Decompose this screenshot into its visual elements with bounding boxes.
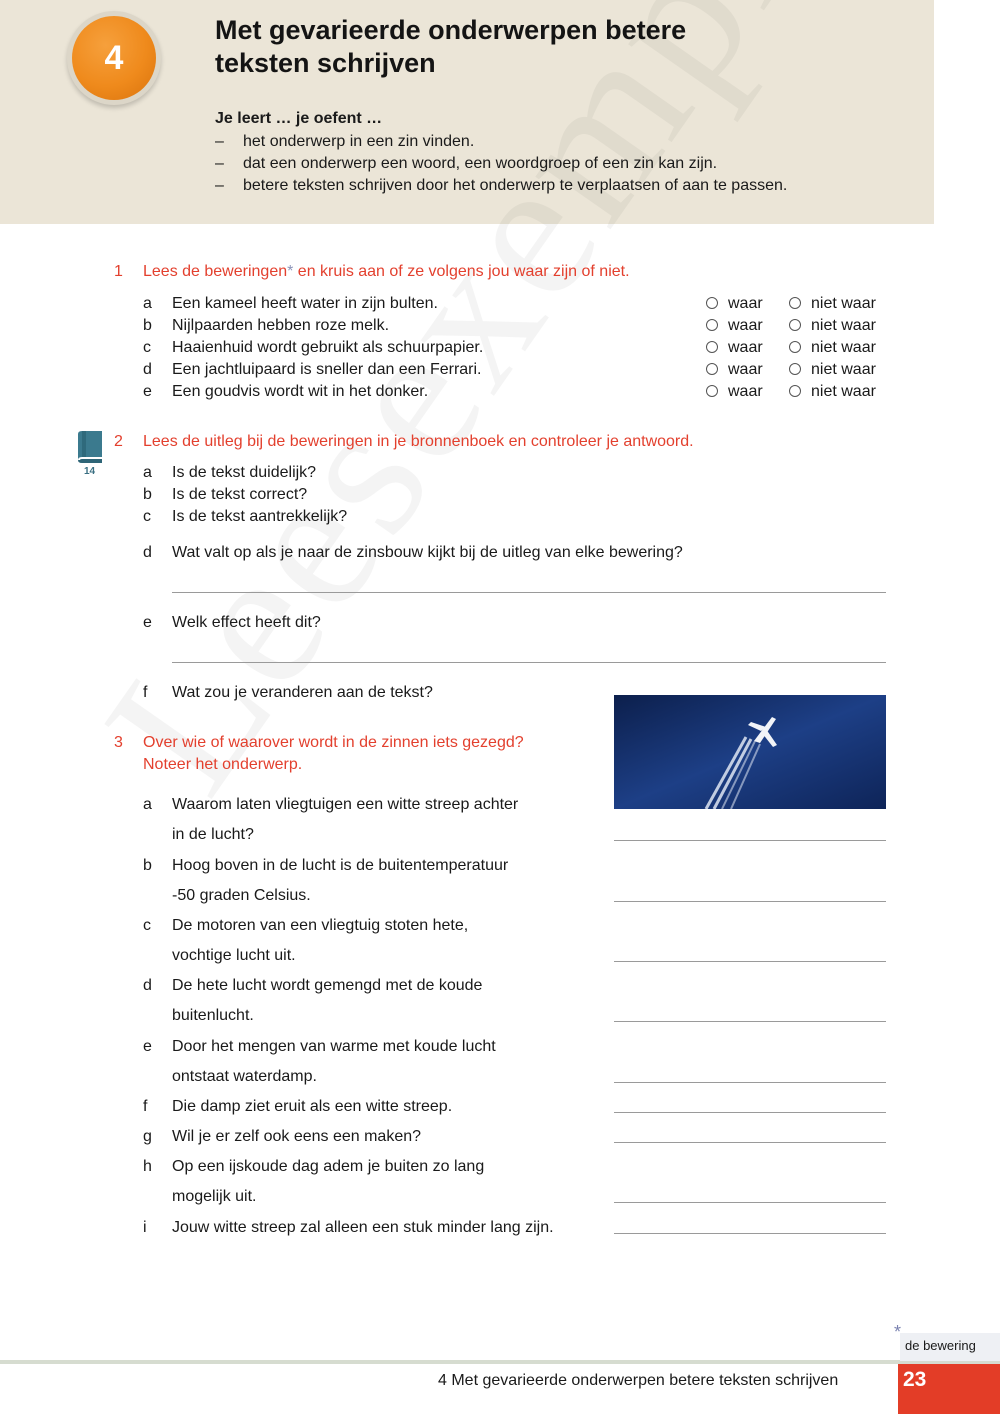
sentence-text: Op een ijskoude dag adem je buiten zo lang — [172, 1158, 485, 1175]
instruction-line: Noteer het onderwerp. — [143, 756, 303, 773]
radio-button[interactable] — [706, 341, 718, 353]
footnote-text: de bewering — [905, 1338, 976, 1353]
sentence-text: Hoog boven in de lucht is de buitentemperatuur — [172, 857, 509, 874]
radio-button[interactable] — [706, 319, 718, 331]
question-text: Welk effect heeft dit? — [172, 614, 321, 631]
answer-line[interactable] — [614, 1112, 886, 1113]
exercise-2-number: 2 — [114, 433, 123, 450]
answer-line[interactable] — [172, 662, 886, 663]
sentence-text: Jouw witte streep zal alleen een stuk minder lang zijn. — [172, 1219, 554, 1236]
item-letter: e — [143, 383, 152, 400]
sentence-text: -50 graden Celsius. — [172, 887, 311, 904]
radio-button[interactable] — [706, 297, 718, 309]
statement-text: Een goudvis wordt wit in het donker. — [172, 383, 429, 400]
item-letter: i — [143, 1219, 147, 1236]
sentence-text: De hete lucht wordt gemengd met de koude — [172, 977, 483, 994]
item-letter: d — [143, 361, 152, 378]
source-book-page-number: 14 — [84, 466, 96, 477]
chapter-number-badge — [72, 16, 156, 100]
answer-line[interactable] — [614, 840, 886, 841]
exercise-3-number: 3 — [114, 734, 123, 751]
statement-text: Een kameel heeft water in zijn bulten. — [172, 295, 438, 312]
true-option[interactable]: waar — [706, 383, 763, 401]
exercise-3-instruction — [143, 732, 524, 776]
answer-line[interactable] — [614, 901, 886, 902]
radio-button[interactable] — [789, 341, 801, 353]
radio-button[interactable] — [789, 319, 801, 331]
learning-goal: – het onderwerp in een zin vinden. — [215, 133, 475, 150]
learning-goal: – dat een onderwerp een woord, een woordgroep of een zin kan zijn. — [215, 155, 718, 172]
sentence-text: ontstaat waterdamp. — [172, 1068, 317, 1085]
page-number: 23 — [903, 1368, 927, 1391]
source-book-icon — [76, 430, 104, 464]
item-letter: d — [143, 977, 152, 994]
radio-button[interactable] — [789, 297, 801, 309]
answer-line[interactable] — [614, 1082, 886, 1083]
question-text: Is de tekst aantrekkelijk? — [172, 508, 348, 525]
learning-goal-text: betere teksten schrijven door het onderwerp te verplaatsen of aan te passen. — [243, 177, 788, 194]
sentence-text: in de lucht? — [172, 826, 254, 843]
exercise-2-instruction: Lees de uitleg bij de beweringen in je bronnenboek en controleer je antwoord. — [143, 433, 694, 450]
sentence-text: Door het mengen van warme met koude lucht — [172, 1038, 496, 1055]
learning-goal-text: dat een onderwerp een woord, een woordgroep of een zin kan zijn. — [243, 155, 718, 172]
false-option[interactable]: niet waar — [789, 317, 876, 335]
answer-line[interactable] — [614, 1021, 886, 1022]
sentence-text: mogelijk uit. — [172, 1188, 257, 1205]
false-option[interactable]: niet waar — [789, 361, 876, 379]
answer-line[interactable] — [614, 1202, 886, 1203]
item-letter: c — [143, 917, 151, 934]
item-letter: e — [143, 1038, 152, 1055]
statement-text: Nijlpaarden hebben roze melk. — [172, 317, 390, 334]
item-letter: b — [143, 317, 152, 334]
item-letter: c — [143, 339, 151, 356]
answer-line[interactable] — [614, 961, 886, 962]
false-option[interactable]: niet waar — [789, 295, 876, 313]
true-option[interactable]: waar — [706, 361, 763, 379]
item-letter: a — [143, 295, 152, 312]
radio-button[interactable] — [789, 363, 801, 375]
item-letter: f — [143, 1098, 148, 1115]
question-text: Is de tekst duidelijk? — [172, 464, 317, 481]
item-letter: g — [143, 1128, 152, 1145]
airplane-contrail-photo — [614, 695, 886, 809]
sentence-text: De motoren van een vliegtuig stoten hete, — [172, 917, 469, 934]
item-letter: f — [143, 684, 148, 701]
item-letter: c — [143, 508, 151, 525]
true-option[interactable]: waar — [706, 295, 763, 313]
false-option[interactable]: niet waar — [789, 383, 876, 401]
chapter-number: 4 — [104, 39, 124, 77]
item-letter: b — [143, 486, 152, 503]
item-letter: b — [143, 857, 152, 874]
radio-button[interactable] — [706, 385, 718, 397]
answer-line[interactable] — [614, 1233, 886, 1234]
radio-button[interactable] — [789, 385, 801, 397]
question-text: Is de tekst correct? — [172, 486, 308, 503]
item-letter: h — [143, 1158, 152, 1175]
learning-goals-heading: Je leert … je oefent … — [215, 110, 383, 127]
instruction-line: Over wie of waarover wordt in de zinnen iets gezegd? — [143, 734, 524, 751]
true-option[interactable]: waar — [706, 317, 763, 335]
answer-line[interactable] — [172, 592, 886, 593]
page-title-line-1: Met gevarieerde onderwerpen betere — [215, 15, 687, 45]
page-title-line-2: teksten schrijven — [215, 48, 436, 78]
item-letter: e — [143, 614, 152, 631]
true-option[interactable]: waar — [706, 339, 763, 357]
item-letter: d — [143, 544, 152, 561]
page-title — [215, 14, 855, 80]
sentence-text: Wil je er zelf ook eens een maken? — [172, 1128, 422, 1145]
sentence-text: vochtige lucht uit. — [172, 947, 296, 964]
item-letter: a — [143, 796, 152, 813]
exercise-1-instruction: Lees de beweringen* en kruis aan of ze volgens jou waar zijn of niet. — [143, 263, 630, 280]
false-option[interactable]: niet waar — [789, 339, 876, 357]
sentence-text: Die damp ziet eruit als een witte streep. — [172, 1098, 453, 1115]
sentence-text: Waarom laten vliegtuigen een witte streep achter — [172, 796, 519, 813]
footer-rule — [0, 1360, 1000, 1364]
footnote-star: * — [894, 1322, 902, 1342]
sentence-text: buitenlucht. — [172, 1007, 254, 1024]
footnote-marker: * — [287, 263, 294, 280]
item-letter: a — [143, 464, 152, 481]
exercise-1-number: 1 — [114, 263, 123, 280]
statement-text: Een jachtluipaard is sneller dan een Ferrari. — [172, 361, 482, 378]
radio-button[interactable] — [706, 363, 718, 375]
learning-goal-text: het onderwerp in een zin vinden. — [243, 133, 475, 150]
question-text: Wat zou je veranderen aan de tekst? — [172, 684, 433, 701]
question-text: Wat valt op als je naar de zinsbouw kijkt bij de uitleg van elke bewering? — [172, 544, 683, 561]
running-footer-title: 4 Met gevarieerde onderwerpen betere teksten schrijven — [438, 1372, 839, 1389]
learning-goal: – betere teksten schrijven door het onderwerp te verplaatsen of aan te passen. — [215, 177, 788, 194]
statement-text: Haaienhuid wordt gebruikt als schuurpapier. — [172, 339, 484, 356]
answer-line[interactable] — [614, 1142, 886, 1143]
